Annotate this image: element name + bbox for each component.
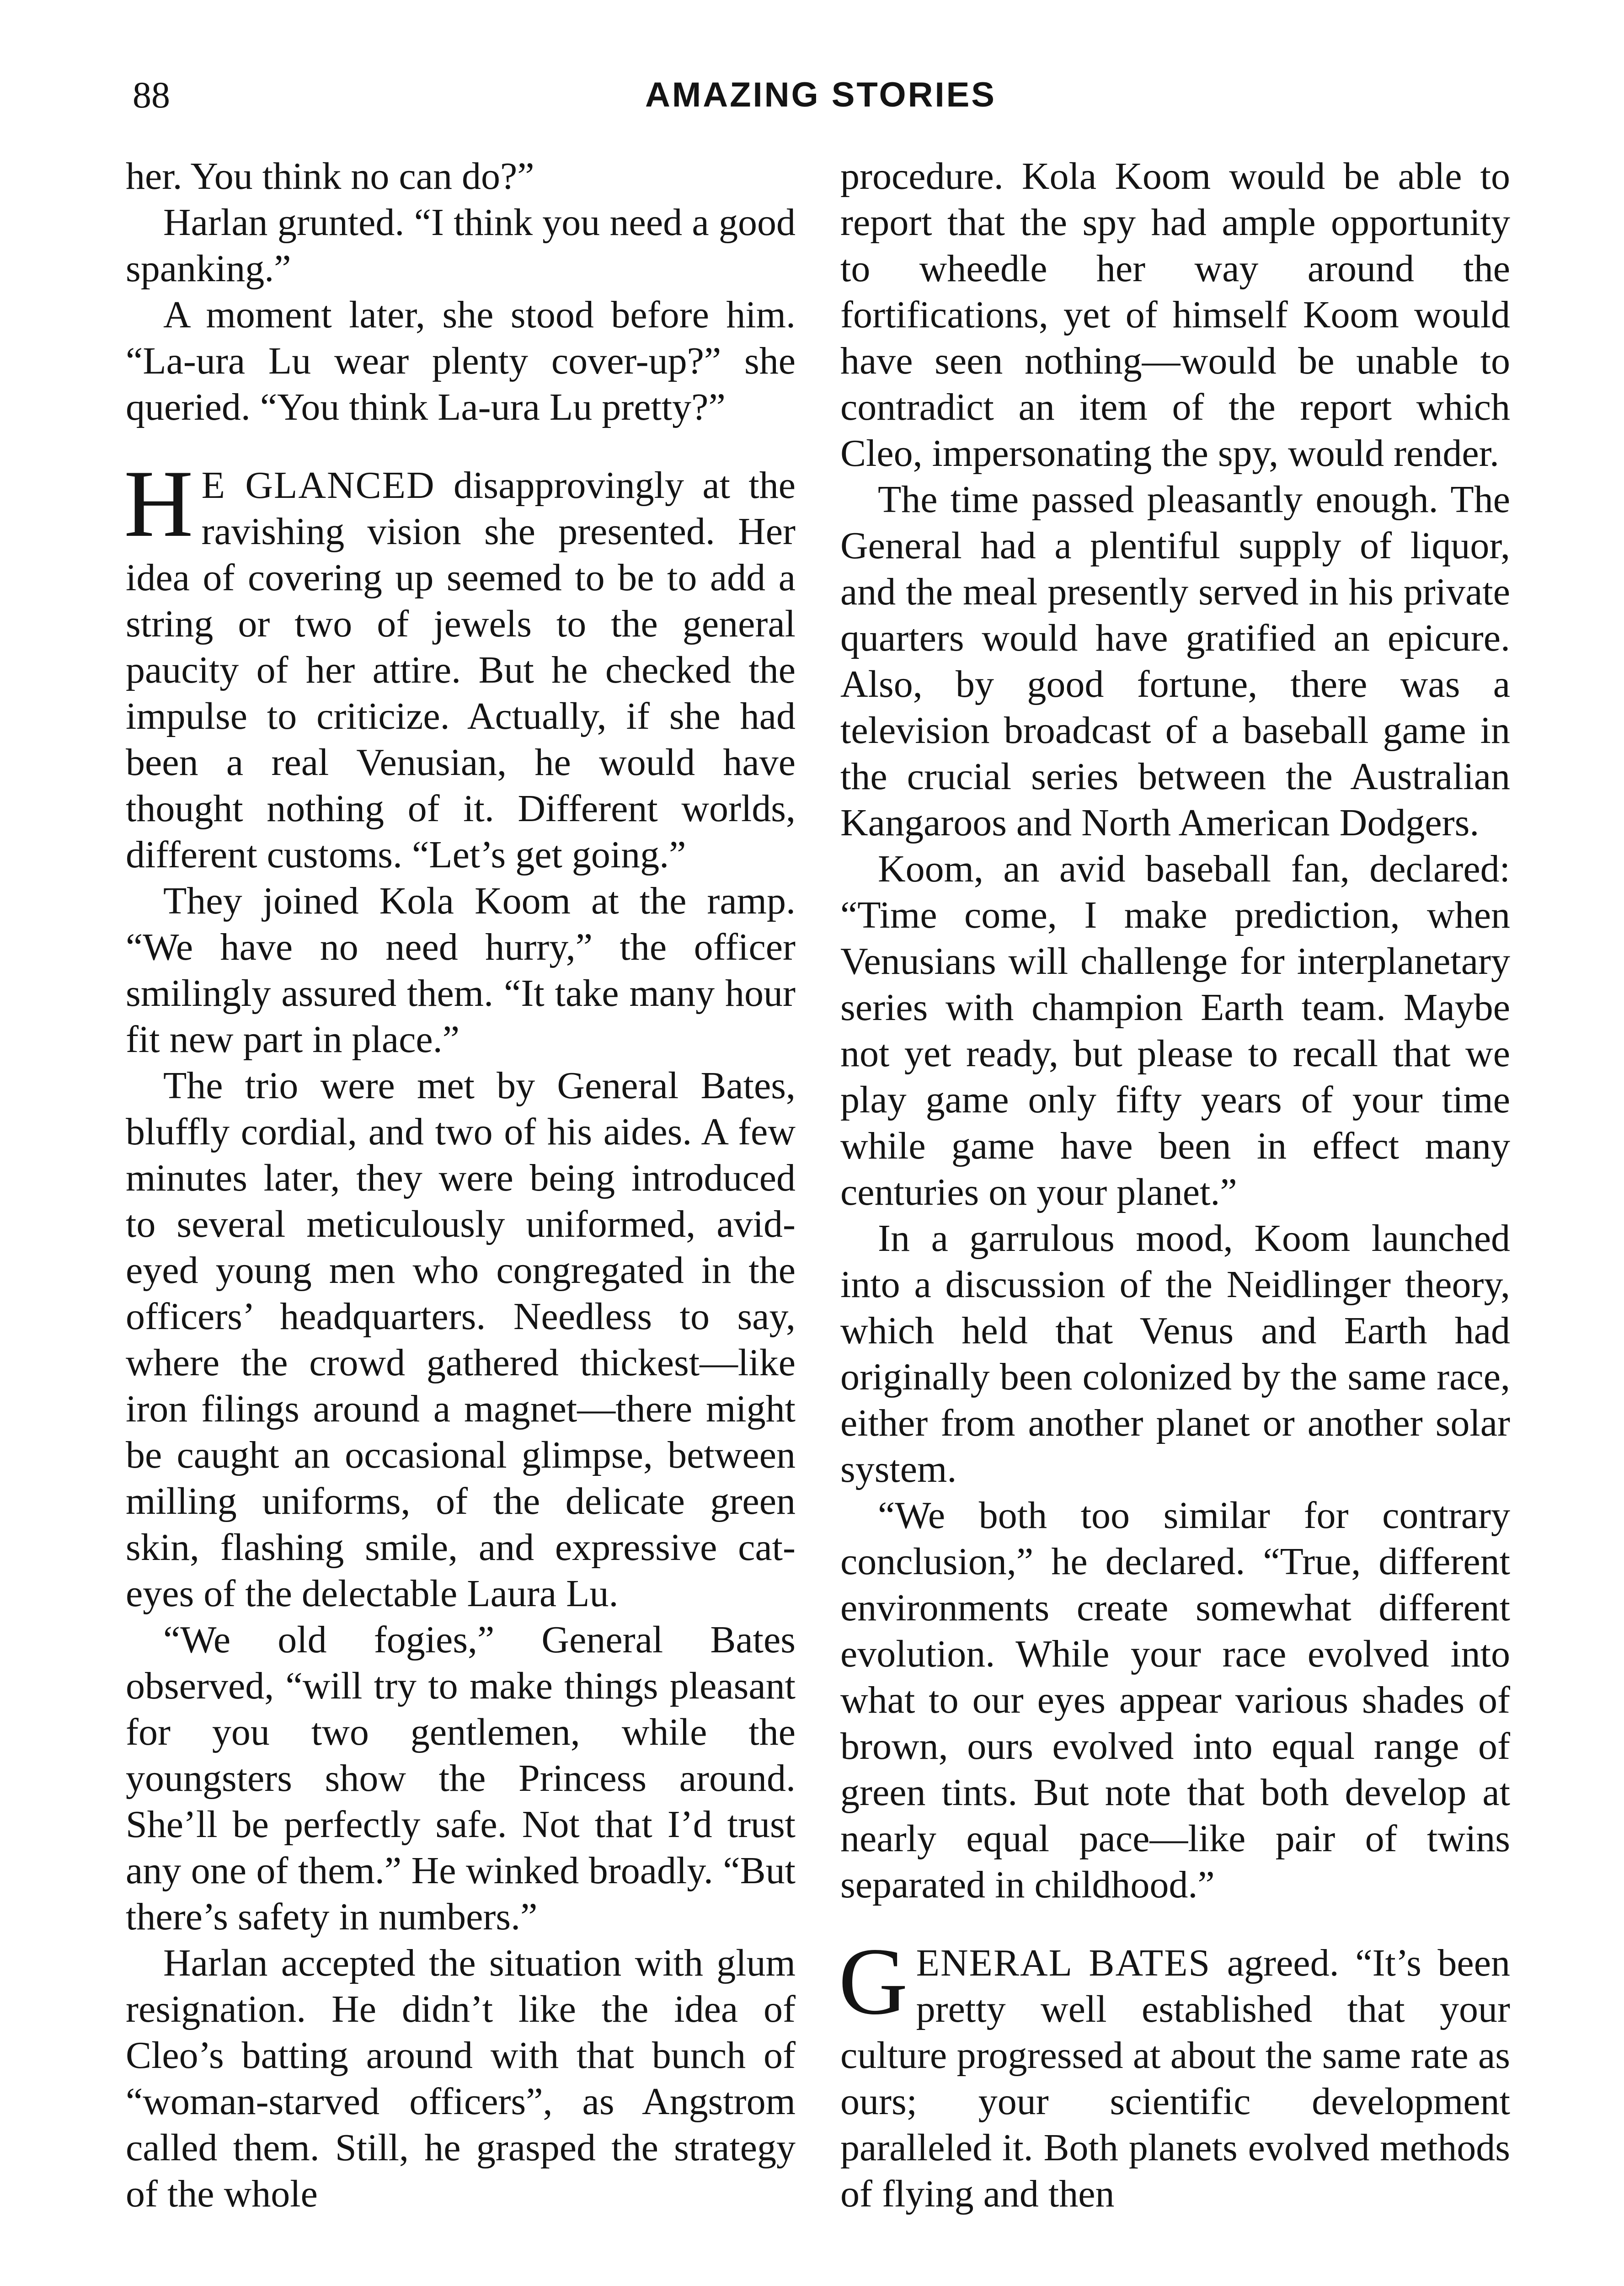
page-number: 88 bbox=[133, 74, 170, 116]
running-head: AMAZING STORIES bbox=[645, 75, 996, 114]
section-opening-paragraph bbox=[839, 1928, 1510, 2217]
paragraph: In a garrulous mood, Koom launched into a discussion of the Neidlinger theory, which held that Venus and Earth had originally been colonized by the same race, either from another planet or another solar system. bbox=[840, 1217, 1510, 1490]
paragraph: Koom, an avid baseball fan, declared: “Time come, I make prediction, when Venusians will challenge for interplanetary series with champion Earth team. Maybe not yet ready, but please to recall that we play game only fifty years of your time while game have been in effect many centuries on your planet.” bbox=[840, 848, 1510, 1213]
page-header bbox=[133, 68, 1509, 127]
paragraph: Harlan accepted the situation with glum resignation. He didn’t like the idea of Cleo’s batting around with that bunch of “woman-starved officers”, as Angstrom called them. Still, he grasped the strategy of the whole bbox=[126, 1942, 796, 2215]
paragraph: The trio were met by General Bates, bluffly cordial, and two of his aides. A few minutes later, they were being introduced to several meticulously uniformed, avid-eyed young men who congregated in the officers’ headquarters. Needless to say, where the crowd gathered thickest—like iron filings around a magnet—there might be caught an occasional glimpse, between milling uniforms, of the delicate green skin, flashing smile, and expressive cat-eyes of the delectable Laura Lu. bbox=[126, 1064, 796, 1615]
paragraph-text: agreed. “It’s been pretty well established that your culture progressed at about the same rate as ours; your scientific development paralleled it. Both planets evolved methods of flying and then bbox=[840, 1942, 1510, 2215]
paragraph: “We old fogies,” General Bates observed, “will try to make things pleasant for you two gentlemen, while the youngsters show the Princess around. She’ll be perfectly safe. Not that I’d trust any one of them.” He winked broadly. “But there’s safety in numbers.” bbox=[126, 1618, 796, 1938]
lead-in: ENERAL BATES bbox=[916, 1942, 1211, 1984]
paragraph: her. You think no can do?” bbox=[126, 155, 534, 198]
paragraph: procedure. Kola Koom would be able to report that the spy had ample opportunity to wheedle her way around the fortifications, yet of himself Koom would have seen nothing—would be unable to contradict an item of the report which Cleo, impersonating the spy, would render. bbox=[840, 155, 1510, 475]
paragraph: “We both too similar for contrary conclusion,” he declared. “True, different environments create somewhat different evolution. While your race evolved into what to our eyes appear various shades of brown, ours evolved into equal range of green tints. But note that both develop at nearly equal pace—like pair of twins separated in childhood.” bbox=[840, 1494, 1510, 1906]
section-opening-paragraph bbox=[124, 451, 796, 878]
paragraph: The time passed pleasantly enough. The General had a plentiful supply of liquor, and the meal presently served in his private quarters would have gratified an epicure. Also, by good fortune, there was a television broadcast of a baseball game in the crucial series between the Australian Kangaroos and North American Dodgers. bbox=[840, 478, 1510, 844]
right-column bbox=[840, 153, 1510, 2217]
paragraph: Harlan grunted. “I think you need a good spanking.” bbox=[126, 201, 796, 290]
left-column bbox=[126, 153, 796, 2217]
drop-cap: H bbox=[124, 451, 193, 557]
paragraph: They joined Kola Koom at the ramp. “We have no need hurry,” the officer smilingly assured them. “It take many hour fit new part in place.” bbox=[126, 880, 796, 1061]
drop-cap: G bbox=[839, 1928, 908, 2035]
paragraph: A moment later, she stood before him. “La-ura Lu wear plenty cover-up?” she queried. “You think La-ura Lu pretty?” bbox=[126, 294, 796, 428]
lead-in: E GLANCED bbox=[201, 464, 435, 507]
paragraph-text: disapprovingly at the ravishing vision she presented. Her idea of covering up seemed to be to add a string or two of jewels to the general paucity of her attire. But he checked the impulse to criticize. Actually, if she had been a real Venusian, he would have thought nothing of it. Different worlds, different customs. “Let’s get going.” bbox=[126, 464, 796, 876]
